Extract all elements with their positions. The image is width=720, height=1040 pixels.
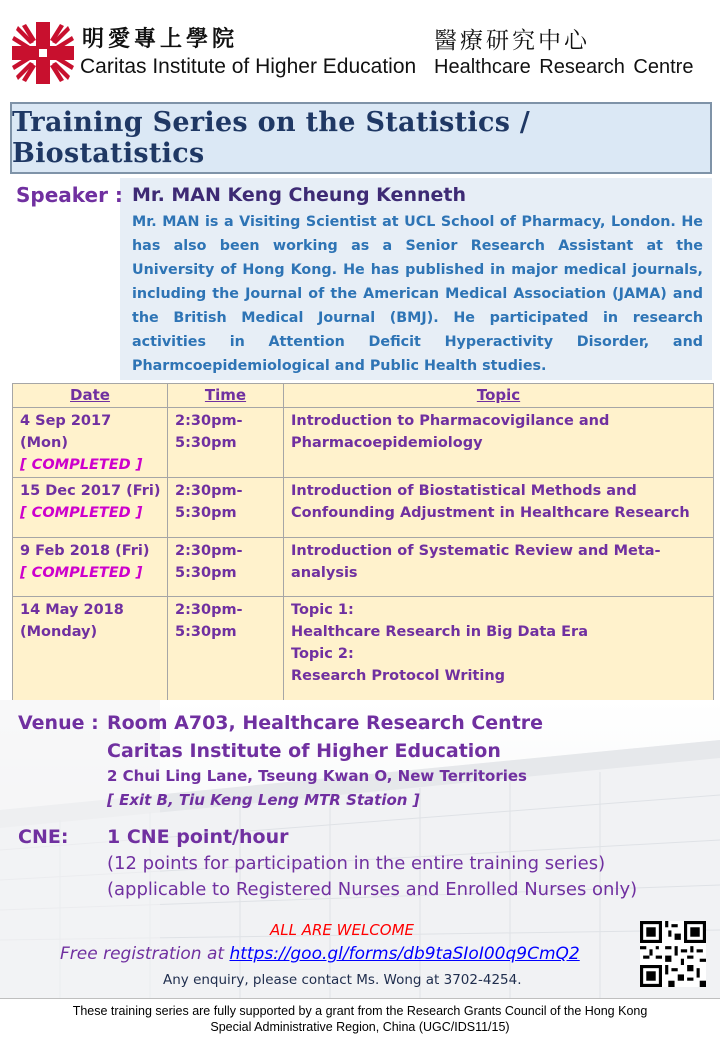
completed-badge: [ COMPLETED ]: [20, 505, 143, 521]
time-end: 5:30pm: [175, 624, 237, 640]
topic-line: Topic 2:: [291, 646, 354, 662]
centre-name-en: Healthcare Research Centre: [434, 56, 694, 78]
completed-badge: [ COMPLETED ]: [20, 565, 143, 581]
time-start: 2:30pm-: [175, 483, 243, 499]
session-day: (Monday): [20, 624, 98, 640]
table-row: [13, 538, 714, 597]
time-end: 5:30pm: [175, 565, 237, 581]
date-cell: [13, 408, 168, 478]
speaker-name: Mr. MAN Keng Cheung Kenneth: [132, 184, 466, 206]
topic-line: Healthcare Research in Big Data Era: [291, 624, 588, 640]
topic-line: Research Protocol Writing: [291, 668, 506, 684]
venue-room: Room A703, Healthcare Research Centre: [107, 712, 544, 734]
date-cell: [13, 538, 168, 597]
column-header-date: Date: [13, 384, 168, 408]
table-header-row: [13, 384, 714, 408]
funding-footer: [0, 998, 720, 1040]
enquiry-text: Any enquiry, please contact Ms. Wong at 3702-4254.: [163, 972, 522, 988]
session-date: 15 Dec 2017 (Fri): [20, 483, 161, 499]
cne-note-2: (applicable to Registered Nurses and Enrolled Nurses only): [107, 879, 638, 900]
topic-cell: [284, 597, 714, 701]
schedule-table: [12, 383, 714, 701]
topic-cell: [284, 478, 714, 538]
time-end: 5:30pm: [175, 435, 237, 451]
footer-line-1: These training series are fully supported by a grant from the Research Grants Council of the Hong Kong: [72, 1004, 648, 1018]
topic-cell: [284, 408, 714, 478]
time-cell: [168, 478, 284, 538]
institute-name-cn: 明愛專上學院: [82, 27, 239, 52]
page-title: Training Series on the Statistics / Biostatistics: [12, 107, 531, 169]
venue-institute: Caritas Institute of Higher Education: [107, 740, 501, 762]
column-header-topic: Topic: [284, 384, 714, 408]
registration-line: [60, 944, 580, 964]
time-cell: [168, 538, 284, 597]
registration-link[interactable]: https://goo.gl/forms/db9taSIoI00q9CmQ2: [229, 944, 580, 964]
table-row: [13, 478, 714, 538]
venue-address: 2 Chui Ling Lane, Tseung Kwan O, New Territories: [107, 767, 527, 785]
table-row: [13, 408, 714, 478]
qr-code-icon[interactable]: [640, 921, 706, 987]
footer-line-2: Special Administrative Region, China (UGC/IDS11/15): [210, 1020, 510, 1034]
date-cell: [13, 597, 168, 701]
topic-line: Introduction of Biostatistical Methods and: [291, 483, 637, 499]
time-start: 2:30pm-: [175, 602, 243, 618]
speaker-bio: Mr. MAN is a Visiting Scientist at UCL School of Pharmacy, London. He has also been working as a Senior Research Assistant at the University of Hong Kong. He has published in major medical journals, including the Journal of the American Medical Association (JAMA) and the British Medical Journal (BMJ). He participated in research activities in Attention Deficit Hyperactivity Disorder, and Pharmcoepidemiological and Public Health studies.: [132, 214, 703, 374]
welcome-text: ALL ARE WELCOME: [269, 921, 415, 939]
topic-cell: [284, 538, 714, 597]
header: [0, 0, 720, 95]
session-date: 14 May 2018: [20, 602, 124, 618]
date-cell: [13, 478, 168, 538]
topic-line: Topic 1:: [291, 602, 354, 618]
time-start: 2:30pm-: [175, 543, 243, 559]
registration-prefix: Free registration at: [60, 944, 225, 964]
cne-label: CNE:: [18, 826, 69, 848]
topic-line: Introduction to Pharmacovigilance and: [291, 413, 610, 429]
caritas-cross-icon: [12, 22, 74, 84]
venue-label: Venue :: [18, 712, 99, 734]
topic-line: Confounding Adjustment in Healthcare Research: [291, 505, 690, 521]
time-cell: [168, 597, 284, 701]
title-banner: [10, 102, 712, 174]
topic-line: Pharmacoepidemiology: [291, 435, 483, 451]
time-end: 5:30pm: [175, 505, 237, 521]
centre-name-cn: 醫療研究中心: [434, 28, 590, 54]
cne-note-1: (12 points for participation in the entire training series): [107, 853, 606, 874]
speaker-label: Speaker :: [16, 183, 123, 207]
cne-points: 1 CNE point/hour: [107, 826, 289, 848]
topic-line: Introduction of Systematic Review and Meta-analysis: [291, 543, 661, 581]
time-cell: [168, 408, 284, 478]
table-row: [13, 597, 714, 701]
session-date: 4 Sep 2017 (Mon): [20, 413, 112, 451]
time-start: 2:30pm-: [175, 413, 243, 429]
venue-mtr: [ Exit B, Tiu Keng Leng MTR Station ]: [107, 791, 420, 809]
column-header-time: Time: [168, 384, 284, 408]
completed-badge: [ COMPLETED ]: [20, 457, 143, 473]
session-date: 9 Feb 2018 (Fri): [20, 543, 150, 559]
institute-name-en: Caritas Institute of Higher Education: [80, 55, 417, 78]
